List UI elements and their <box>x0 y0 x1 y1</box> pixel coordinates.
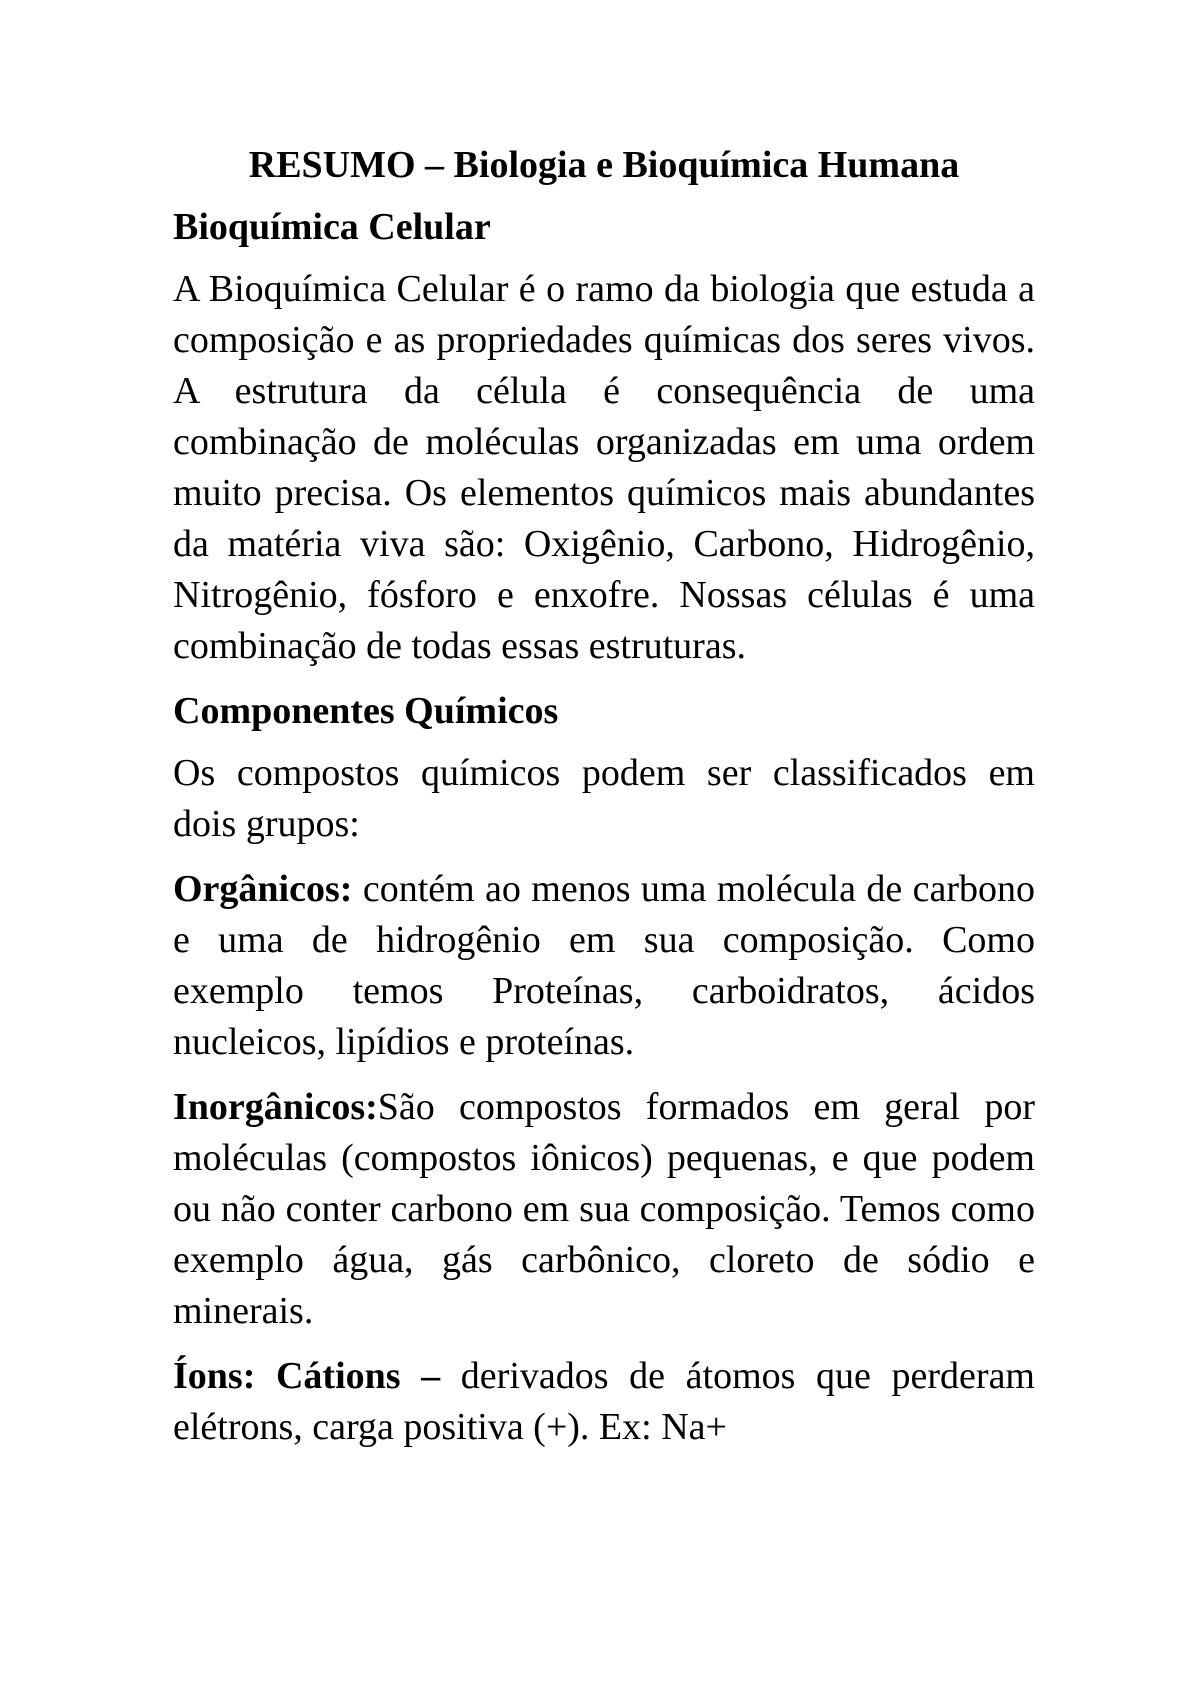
document-title: RESUMO – Biologia e Bioquímica Humana <box>248 144 960 186</box>
document-body <box>173 140 1035 1467</box>
text-ions: derivados de átomos que perderam elétrons, carga positiva (+). Ex: Na+ <box>173 1355 1035 1448</box>
paragraph-componentes-quimicos: Os compostos químicos podem ser classificados em dois grupos: <box>173 752 1035 845</box>
term-inorganicos: Inorgânicos: <box>173 1086 378 1128</box>
text-organicos: contém ao menos uma molécula de carbono e uma de hidrogênio em sua composição. Como exemplo temos Proteínas, carboidratos, ácidos nucleicos, lipídios e proteínas. <box>173 868 1035 1063</box>
paragraph-inorganicos <box>173 1082 1035 1337</box>
term-ions-cations: Íons: Cátions – <box>173 1355 441 1397</box>
text-inorganicos: São compostos formados em geral por moléculas (compostos iônicos) pequenas, e que podem ou não conter carbono em sua composição. Temos como exemplo água, gás carbônico, cloreto de sódio e minerais. <box>173 1086 1035 1332</box>
term-organicos: Orgânicos: <box>173 868 353 910</box>
heading-bioquimica-celular: Bioquímica Celular <box>173 206 491 248</box>
paragraph-organicos <box>173 864 1035 1068</box>
paragraph-ions <box>173 1351 1035 1453</box>
paragraph-bioquimica-celular: A Bioquímica Celular é o ramo da biologia que estuda a composição e as propriedades químicas dos seres vivos. A estrutura da célula é consequência de uma combinação de moléculas organizadas em uma ordem muito precisa. Os elementos químicos mais abundantes da matéria viva são: Oxigênio, Carbono, Hidrogênio, Nitrogênio, fósforo e enxofre. Nossas células é uma combinação de todas essas estruturas. <box>173 268 1035 667</box>
heading-componentes-quimicos: Componentes Químicos <box>173 690 559 732</box>
